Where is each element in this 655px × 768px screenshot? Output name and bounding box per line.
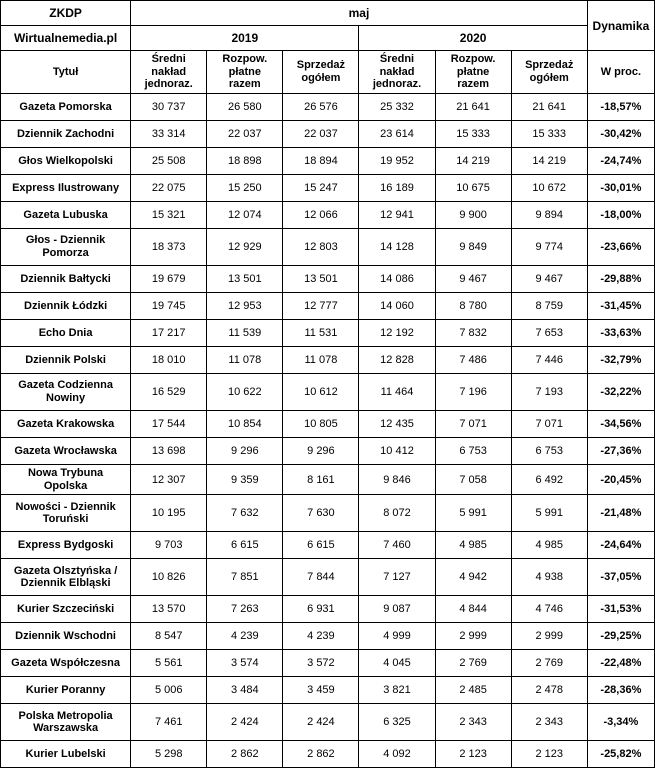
column-header-paid-total-2019: Rozpow. płatne razem [207,51,283,94]
cell-avg-print-2019: 5 298 [131,741,207,768]
cell-dynamics: -32,22% [587,373,654,410]
cell-sales-total-2020: 7 446 [511,346,587,373]
cell-sales-total-2019: 8 161 [283,464,359,494]
cell-sales-total-2019: 3 459 [283,677,359,704]
cell-sales-total-2019: 2 862 [283,741,359,768]
table-row [1,292,655,319]
header-row-period [1,1,655,26]
table-row [1,741,655,768]
cell-dynamics: -20,45% [587,464,654,494]
cell-paid-total-2020: 7 196 [435,373,511,410]
cell-avg-print-2019: 5 561 [131,650,207,677]
column-header-sales-total-2020: Sprzedaż ogółem [511,51,587,94]
cell-paid-total-2020: 7 832 [435,319,511,346]
cell-avg-print-2020: 9 846 [359,464,435,494]
row-title: Nowości - Dziennik Toruński [1,495,131,532]
cell-dynamics: -18,57% [587,93,654,120]
cell-dynamics: -3,34% [587,704,654,741]
cell-avg-print-2020: 6 325 [359,704,435,741]
cell-sales-total-2020: 2 343 [511,704,587,741]
cell-avg-print-2020: 14 128 [359,228,435,265]
table-row [1,147,655,174]
cell-avg-print-2020: 7 127 [359,559,435,596]
cell-sales-total-2019: 12 803 [283,228,359,265]
year-2020-label: 2020 [359,26,587,51]
cell-sales-total-2019: 10 805 [283,410,359,437]
cell-sales-total-2020: 7 653 [511,319,587,346]
cell-sales-total-2019: 7 630 [283,495,359,532]
cell-sales-total-2019: 6 931 [283,596,359,623]
cell-sales-total-2020: 2 769 [511,650,587,677]
row-title: Express Ilustrowany [1,174,131,201]
cell-paid-total-2020: 15 333 [435,120,511,147]
cell-sales-total-2019: 12 777 [283,292,359,319]
cell-avg-print-2020: 19 952 [359,147,435,174]
table-row [1,437,655,464]
cell-sales-total-2019: 6 615 [283,532,359,559]
row-title: Gazeta Codzienna Nowiny [1,373,131,410]
cell-sales-total-2020: 4 746 [511,596,587,623]
cell-paid-total-2019: 2 424 [207,704,283,741]
cell-dynamics: -21,48% [587,495,654,532]
cell-avg-print-2019: 16 529 [131,373,207,410]
table-row [1,410,655,437]
cell-avg-print-2020: 4 092 [359,741,435,768]
cell-avg-print-2019: 13 570 [131,596,207,623]
cell-avg-print-2019: 18 373 [131,228,207,265]
cell-avg-print-2019: 12 307 [131,464,207,494]
table-row [1,495,655,532]
cell-sales-total-2020: 21 641 [511,93,587,120]
column-header-sales-total-2019: Sprzedaż ogółem [283,51,359,94]
cell-avg-print-2020: 12 828 [359,346,435,373]
cell-dynamics: -31,53% [587,596,654,623]
cell-paid-total-2020: 14 219 [435,147,511,174]
cell-sales-total-2019: 15 247 [283,174,359,201]
cell-sales-total-2020: 8 759 [511,292,587,319]
row-title: Echo Dnia [1,319,131,346]
cell-paid-total-2020: 2 769 [435,650,511,677]
cell-paid-total-2019: 2 862 [207,741,283,768]
row-title: Polska Metropolia Warszawska [1,704,131,741]
cell-paid-total-2019: 11 539 [207,319,283,346]
cell-paid-total-2019: 9 359 [207,464,283,494]
cell-dynamics: -23,66% [587,228,654,265]
cell-paid-total-2020: 7 058 [435,464,511,494]
column-header-avg-print-2020: Średni nakład jednoraz. [359,51,435,94]
cell-sales-total-2020: 6 753 [511,437,587,464]
cell-avg-print-2020: 4 999 [359,623,435,650]
row-title: Dziennik Wschodni [1,623,131,650]
cell-avg-print-2019: 5 006 [131,677,207,704]
cell-sales-total-2020: 6 492 [511,464,587,494]
cell-sales-total-2020: 4 938 [511,559,587,596]
row-title: Kurier Szczeciński [1,596,131,623]
table-row [1,174,655,201]
cell-sales-total-2020: 4 985 [511,532,587,559]
cell-sales-total-2020: 14 219 [511,147,587,174]
cell-paid-total-2020: 2 343 [435,704,511,741]
cell-sales-total-2020: 5 991 [511,495,587,532]
cell-avg-print-2020: 8 072 [359,495,435,532]
table-row [1,650,655,677]
cell-sales-total-2020: 9 467 [511,265,587,292]
table-row [1,532,655,559]
cell-avg-print-2019: 7 461 [131,704,207,741]
row-title: Gazeta Lubuska [1,201,131,228]
cell-dynamics: -28,36% [587,677,654,704]
cell-sales-total-2020: 15 333 [511,120,587,147]
row-title: Gazeta Współczesna [1,650,131,677]
cell-sales-total-2019: 22 037 [283,120,359,147]
cell-sales-total-2019: 11 078 [283,346,359,373]
period-label: maj [131,1,588,26]
cell-sales-total-2019: 3 572 [283,650,359,677]
cell-paid-total-2020: 2 999 [435,623,511,650]
cell-sales-total-2020: 7 193 [511,373,587,410]
cell-sales-total-2019: 13 501 [283,265,359,292]
column-header-paid-total-2020: Rozpow. płatne razem [435,51,511,94]
cell-sales-total-2019: 26 576 [283,93,359,120]
table-row [1,677,655,704]
row-title: Głos Wielkopolski [1,147,131,174]
cell-sales-total-2019: 12 066 [283,201,359,228]
cell-paid-total-2020: 21 641 [435,93,511,120]
cell-avg-print-2019: 9 703 [131,532,207,559]
cell-paid-total-2020: 7 071 [435,410,511,437]
cell-paid-total-2019: 15 250 [207,174,283,201]
cell-avg-print-2020: 16 189 [359,174,435,201]
row-title: Gazeta Krakowska [1,410,131,437]
table-row [1,623,655,650]
cell-avg-print-2020: 25 332 [359,93,435,120]
table-row [1,464,655,494]
cell-paid-total-2020: 5 991 [435,495,511,532]
cell-sales-total-2020: 10 672 [511,174,587,201]
cell-dynamics: -29,25% [587,623,654,650]
year-2019-label: 2019 [131,26,359,51]
table-row [1,704,655,741]
row-title: Gazeta Wrocławska [1,437,131,464]
cell-paid-total-2020: 10 675 [435,174,511,201]
cell-dynamics: -32,79% [587,346,654,373]
cell-paid-total-2019: 7 851 [207,559,283,596]
cell-paid-total-2020: 4 942 [435,559,511,596]
cell-paid-total-2020: 2 123 [435,741,511,768]
table-row [1,559,655,596]
row-title: Dziennik Zachodni [1,120,131,147]
table-row [1,93,655,120]
table-row [1,319,655,346]
row-title: Express Bydgoski [1,532,131,559]
cell-avg-print-2019: 17 217 [131,319,207,346]
header-row-columns [1,51,655,94]
cell-avg-print-2020: 12 941 [359,201,435,228]
cell-paid-total-2020: 4 844 [435,596,511,623]
cell-avg-print-2019: 15 321 [131,201,207,228]
row-title: Dziennik Łódzki [1,292,131,319]
cell-avg-print-2019: 25 508 [131,147,207,174]
cell-sales-total-2019: 7 844 [283,559,359,596]
cell-avg-print-2020: 12 435 [359,410,435,437]
cell-dynamics: -24,74% [587,147,654,174]
cell-sales-total-2019: 9 296 [283,437,359,464]
row-title: Dziennik Polski [1,346,131,373]
cell-sales-total-2020: 2 478 [511,677,587,704]
cell-paid-total-2019: 22 037 [207,120,283,147]
row-title: Dziennik Bałtycki [1,265,131,292]
column-header-title: Tytuł [1,51,131,94]
cell-sales-total-2019: 11 531 [283,319,359,346]
cell-paid-total-2019: 10 622 [207,373,283,410]
cell-dynamics: -31,45% [587,292,654,319]
cell-paid-total-2019: 6 615 [207,532,283,559]
cell-paid-total-2019: 26 580 [207,93,283,120]
cell-paid-total-2020: 9 900 [435,201,511,228]
cell-avg-print-2019: 18 010 [131,346,207,373]
cell-avg-print-2019: 17 544 [131,410,207,437]
source-wirtualnemedia: Wirtualnemedia.pl [1,26,131,51]
cell-dynamics: -34,56% [587,410,654,437]
cell-sales-total-2019: 18 894 [283,147,359,174]
cell-paid-total-2020: 7 486 [435,346,511,373]
cell-avg-print-2020: 4 045 [359,650,435,677]
table-row [1,201,655,228]
cell-sales-total-2020: 7 071 [511,410,587,437]
cell-dynamics: -25,82% [587,741,654,768]
cell-avg-print-2019: 22 075 [131,174,207,201]
cell-dynamics: -29,88% [587,265,654,292]
cell-sales-total-2019: 2 424 [283,704,359,741]
cell-sales-total-2020: 9 774 [511,228,587,265]
cell-paid-total-2019: 7 632 [207,495,283,532]
cell-paid-total-2019: 12 074 [207,201,283,228]
table-row [1,265,655,292]
cell-paid-total-2019: 10 854 [207,410,283,437]
cell-avg-print-2019: 13 698 [131,437,207,464]
table-body [1,93,655,767]
header-row-years [1,26,655,51]
cell-paid-total-2019: 3 574 [207,650,283,677]
table-row [1,373,655,410]
cell-dynamics: -27,36% [587,437,654,464]
cell-avg-print-2019: 10 826 [131,559,207,596]
table-row [1,228,655,265]
cell-avg-print-2019: 19 679 [131,265,207,292]
cell-sales-total-2020: 2 999 [511,623,587,650]
cell-avg-print-2020: 11 464 [359,373,435,410]
source-zkdp: ZKDP [1,1,131,26]
row-title: Gazeta Olsztyńska / Dziennik Elbląski [1,559,131,596]
cell-avg-print-2019: 19 745 [131,292,207,319]
cell-avg-print-2020: 9 087 [359,596,435,623]
cell-paid-total-2019: 18 898 [207,147,283,174]
cell-paid-total-2019: 9 296 [207,437,283,464]
row-title: Gazeta Pomorska [1,93,131,120]
cell-paid-total-2019: 12 929 [207,228,283,265]
cell-paid-total-2020: 2 485 [435,677,511,704]
table-header [1,1,655,94]
cell-paid-total-2019: 4 239 [207,623,283,650]
cell-paid-total-2020: 8 780 [435,292,511,319]
cell-dynamics: -37,05% [587,559,654,596]
cell-paid-total-2019: 13 501 [207,265,283,292]
cell-paid-total-2019: 3 484 [207,677,283,704]
cell-paid-total-2020: 6 753 [435,437,511,464]
column-header-dynamics: W proc. [587,51,654,94]
cell-avg-print-2020: 23 614 [359,120,435,147]
cell-sales-total-2019: 10 612 [283,373,359,410]
cell-sales-total-2020: 2 123 [511,741,587,768]
row-title: Kurier Poranny [1,677,131,704]
cell-avg-print-2019: 30 737 [131,93,207,120]
cell-sales-total-2019: 4 239 [283,623,359,650]
table-row [1,596,655,623]
cell-avg-print-2020: 14 060 [359,292,435,319]
cell-paid-total-2020: 9 467 [435,265,511,292]
cell-avg-print-2019: 8 547 [131,623,207,650]
row-title: Nowa Trybuna Opolska [1,464,131,494]
cell-paid-total-2020: 9 849 [435,228,511,265]
row-title: Kurier Lubelski [1,741,131,768]
dynamics-label: Dynamika [587,1,654,51]
cell-dynamics: -30,42% [587,120,654,147]
cell-dynamics: -22,48% [587,650,654,677]
cell-avg-print-2020: 14 086 [359,265,435,292]
table-row [1,120,655,147]
cell-paid-total-2020: 4 985 [435,532,511,559]
cell-paid-total-2019: 11 078 [207,346,283,373]
cell-dynamics: -30,01% [587,174,654,201]
cell-paid-total-2019: 12 953 [207,292,283,319]
cell-avg-print-2019: 10 195 [131,495,207,532]
cell-dynamics: -33,63% [587,319,654,346]
cell-avg-print-2019: 33 314 [131,120,207,147]
cell-avg-print-2020: 12 192 [359,319,435,346]
column-header-avg-print-2019: Średni nakład jednoraz. [131,51,207,94]
cell-avg-print-2020: 3 821 [359,677,435,704]
row-title: Głos - Dziennik Pomorza [1,228,131,265]
cell-paid-total-2019: 7 263 [207,596,283,623]
cell-avg-print-2020: 7 460 [359,532,435,559]
cell-dynamics: -24,64% [587,532,654,559]
cell-sales-total-2020: 9 894 [511,201,587,228]
cell-dynamics: -18,00% [587,201,654,228]
cell-avg-print-2020: 10 412 [359,437,435,464]
table-row [1,346,655,373]
